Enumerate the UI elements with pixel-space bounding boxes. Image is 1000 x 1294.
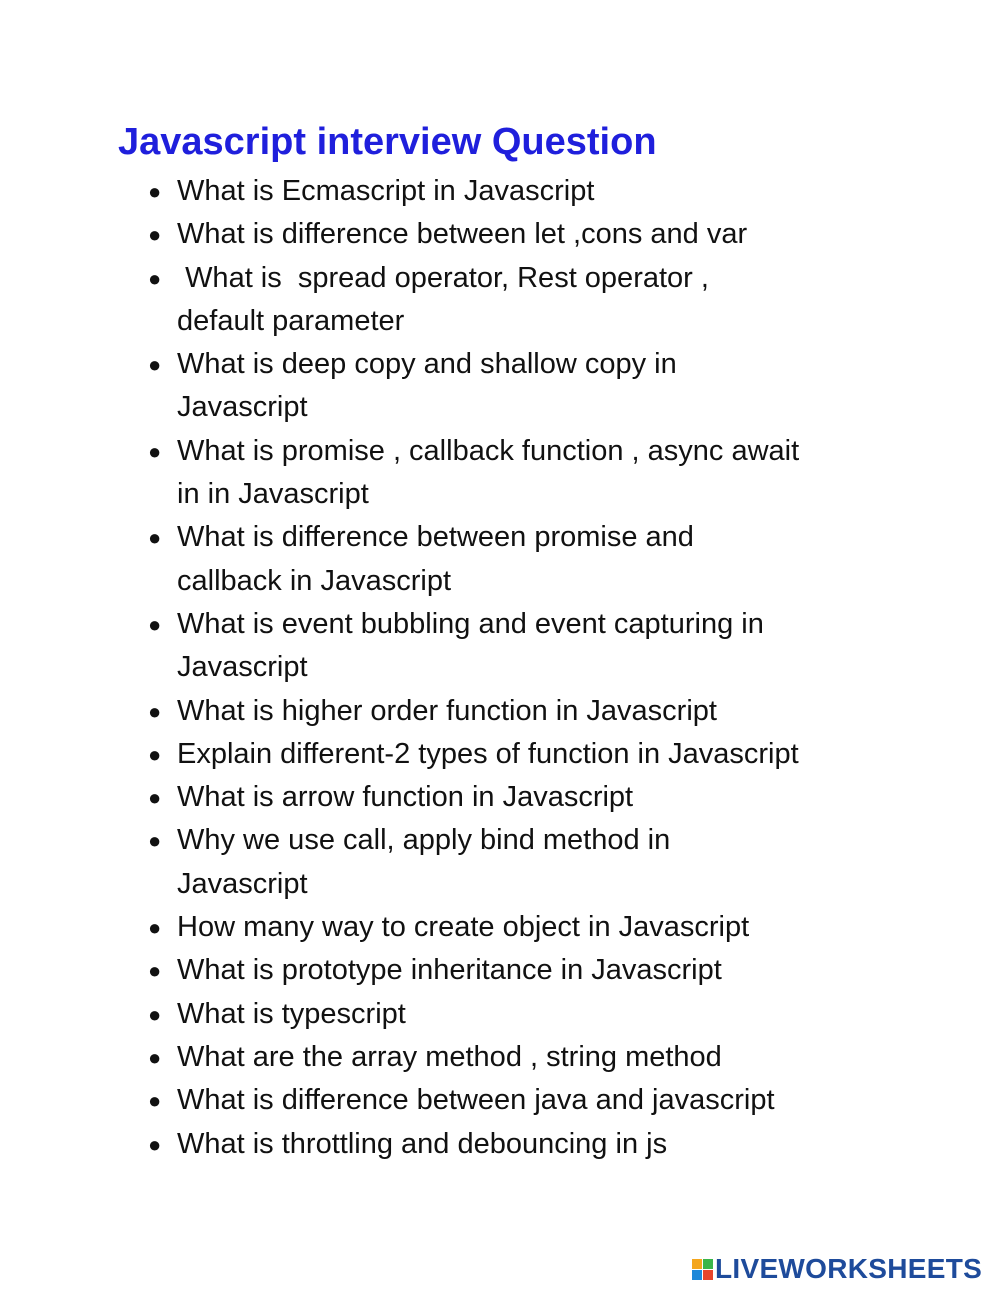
list-item bbox=[148, 993, 908, 1036]
question-list bbox=[148, 170, 908, 1166]
page-title: Javascript interview Question bbox=[118, 121, 657, 163]
bullet-icon: ● bbox=[148, 1001, 162, 1027]
bullet-icon: ● bbox=[148, 698, 162, 724]
bullet-icon: ● bbox=[148, 525, 162, 551]
bullet-icon: ● bbox=[148, 1088, 162, 1114]
list-item bbox=[148, 1123, 908, 1166]
list-item bbox=[148, 430, 908, 517]
list-item bbox=[148, 906, 908, 949]
liveworksheets-logo-icon bbox=[692, 1259, 713, 1280]
list-item bbox=[148, 1079, 908, 1122]
list-item bbox=[148, 603, 908, 690]
question-text: How many way to create object in Javascript bbox=[177, 911, 750, 944]
bullet-icon: ● bbox=[148, 265, 162, 291]
question-text: What is prototype inheritance in Javascript bbox=[177, 954, 722, 987]
logo-square bbox=[692, 1270, 702, 1280]
brand-footer bbox=[692, 1254, 982, 1284]
question-text: What is difference between promise and callback in Javascript bbox=[177, 521, 694, 597]
logo-square bbox=[703, 1259, 713, 1269]
list-item bbox=[148, 819, 908, 906]
list-item bbox=[148, 690, 908, 733]
question-text: What are the array method , string method bbox=[177, 1040, 722, 1073]
question-text: What is spread operator, Rest operator , default parameter bbox=[177, 261, 709, 337]
list-item bbox=[148, 343, 908, 430]
list-item bbox=[148, 733, 908, 776]
bullet-icon: ● bbox=[148, 785, 162, 811]
list-item bbox=[148, 170, 908, 213]
question-text: What is higher order function in Javascript bbox=[177, 694, 717, 727]
bullet-icon: ● bbox=[148, 438, 162, 464]
question-text: What is difference between java and javascript bbox=[177, 1084, 775, 1117]
question-text: What is event bubbling and event capturing in Javascript bbox=[177, 607, 764, 684]
bullet-icon: ● bbox=[148, 958, 162, 984]
question-text: Explain different-2 types of function in Javascript bbox=[177, 737, 799, 770]
bullet-icon: ● bbox=[148, 179, 162, 204]
list-item bbox=[148, 776, 908, 819]
bullet-icon: ● bbox=[148, 352, 162, 378]
bullet-icon: ● bbox=[148, 222, 162, 248]
bullet-icon: ● bbox=[148, 828, 162, 854]
list-item bbox=[148, 949, 908, 992]
bullet-icon: ● bbox=[148, 611, 162, 637]
list-item bbox=[148, 213, 908, 256]
question-text: What is throttling and debouncing in js bbox=[177, 1127, 668, 1160]
logo-square bbox=[692, 1259, 702, 1269]
list-item bbox=[148, 1036, 908, 1079]
bullet-icon: ● bbox=[148, 915, 162, 941]
list-item bbox=[148, 516, 908, 603]
question-text: What is arrow function in Javascript bbox=[177, 781, 634, 814]
question-text: What is difference between let ,cons and var bbox=[177, 218, 748, 251]
brand-name: LIVEWORKSHEETS bbox=[715, 1253, 983, 1284]
logo-square bbox=[703, 1270, 713, 1280]
question-text: What is typescript bbox=[177, 997, 406, 1030]
list-item bbox=[148, 257, 908, 344]
bullet-icon: ● bbox=[148, 1131, 162, 1157]
bullet-icon: ● bbox=[148, 1044, 162, 1070]
question-text: Why we use call, apply bind method in Javascript bbox=[177, 824, 671, 900]
question-text: What is deep copy and shallow copy in Javascript bbox=[177, 348, 677, 424]
question-text: What is promise , callback function , async await in in Javascript bbox=[177, 434, 800, 511]
question-text: What is Ecmascript in Javascript bbox=[177, 175, 595, 207]
bullet-icon: ● bbox=[148, 741, 162, 767]
